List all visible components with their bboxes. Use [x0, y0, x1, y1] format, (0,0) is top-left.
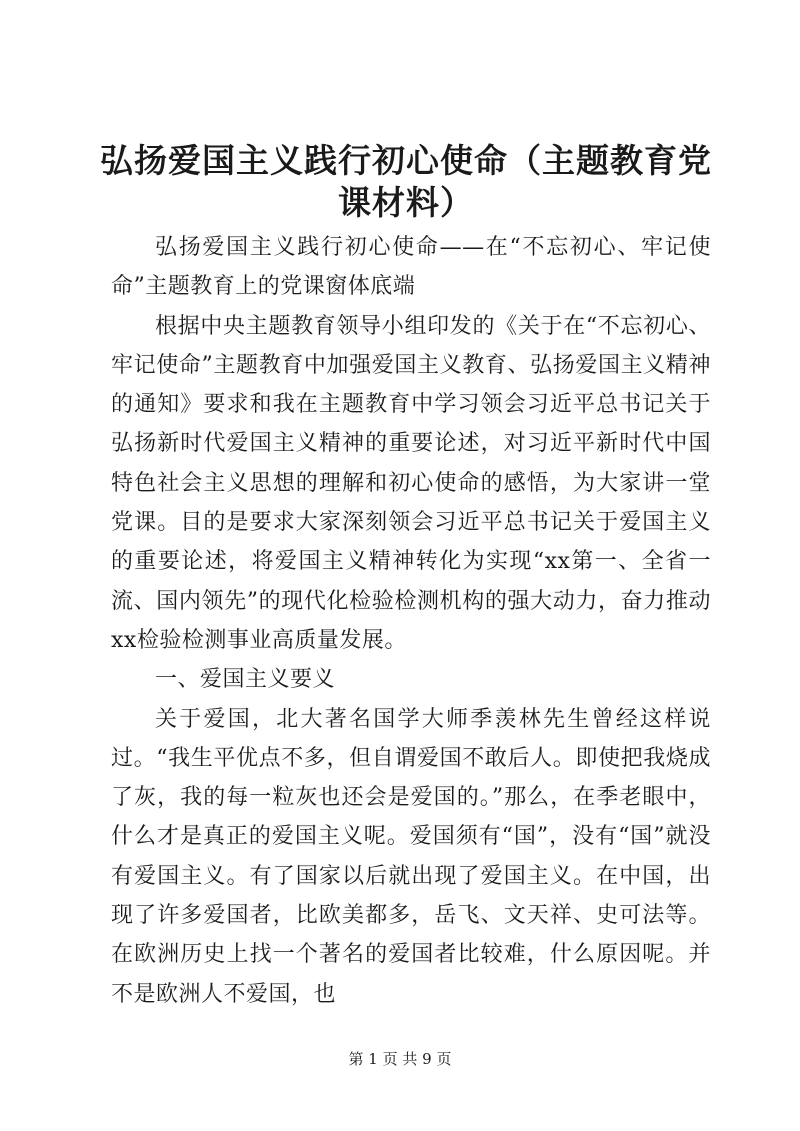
paragraph-section-1: 关于爱国，北大著名国学大师季羡林先生曾经这样说过。“我生平优点不多，但自谓爱国不敢后人。即使把我烧成了灰，我的每一粒灰也还会是爱国的。”那么，在季老眼中，什么才是真正的爱国主义呢。爱国须有“国”，没有“国”就没有爱国主义。有了国家以后就出现了爱国主义。在中国，出现了许多爱国者，比欧美都多，岳飞、文天祥、史可法等。在欧洲历史上找一个著名的爱国者比较难，什么原因呢。并不是欧洲人不爱国，也	[111, 706, 711, 1007]
document-body	[111, 228, 711, 1014]
page-number-footer: 第 1 页 共 9 页	[348, 1050, 452, 1068]
paragraph-intro: 根据中央主题教育领导小组印发的《关于在“不忘初心、牢记使命”主题教育中加强爱国主义教育、弘扬爱国主义精神的通知》要求和我在主题教育中学习领会习近平总书记关于弘扬新时代爱国主义精神的重要论述，对习近平新时代中国特色社会主义思想的理解和初心使命的感悟，为大家讲一堂党课。目的是要求大家深刻领会习近平总书记关于爱国主义的重要论述，将爱国主义精神转化为实现“xx第一、全省一流、国内领先”的现代化检验检测机构的强大动力，奋力推动xx检验检测事业高质量发展。	[111, 313, 711, 653]
paragraph-subtitle: 弘扬爱国主义践行初心使命——在“不忘初心、牢记使命”主题教育上的党课窗体底端	[111, 235, 711, 300]
document-title: 弘扬爱国主义践行初心使命（主题教育党课材料）	[100, 141, 712, 222]
section-heading: 一、爱国主义要义	[155, 667, 336, 693]
